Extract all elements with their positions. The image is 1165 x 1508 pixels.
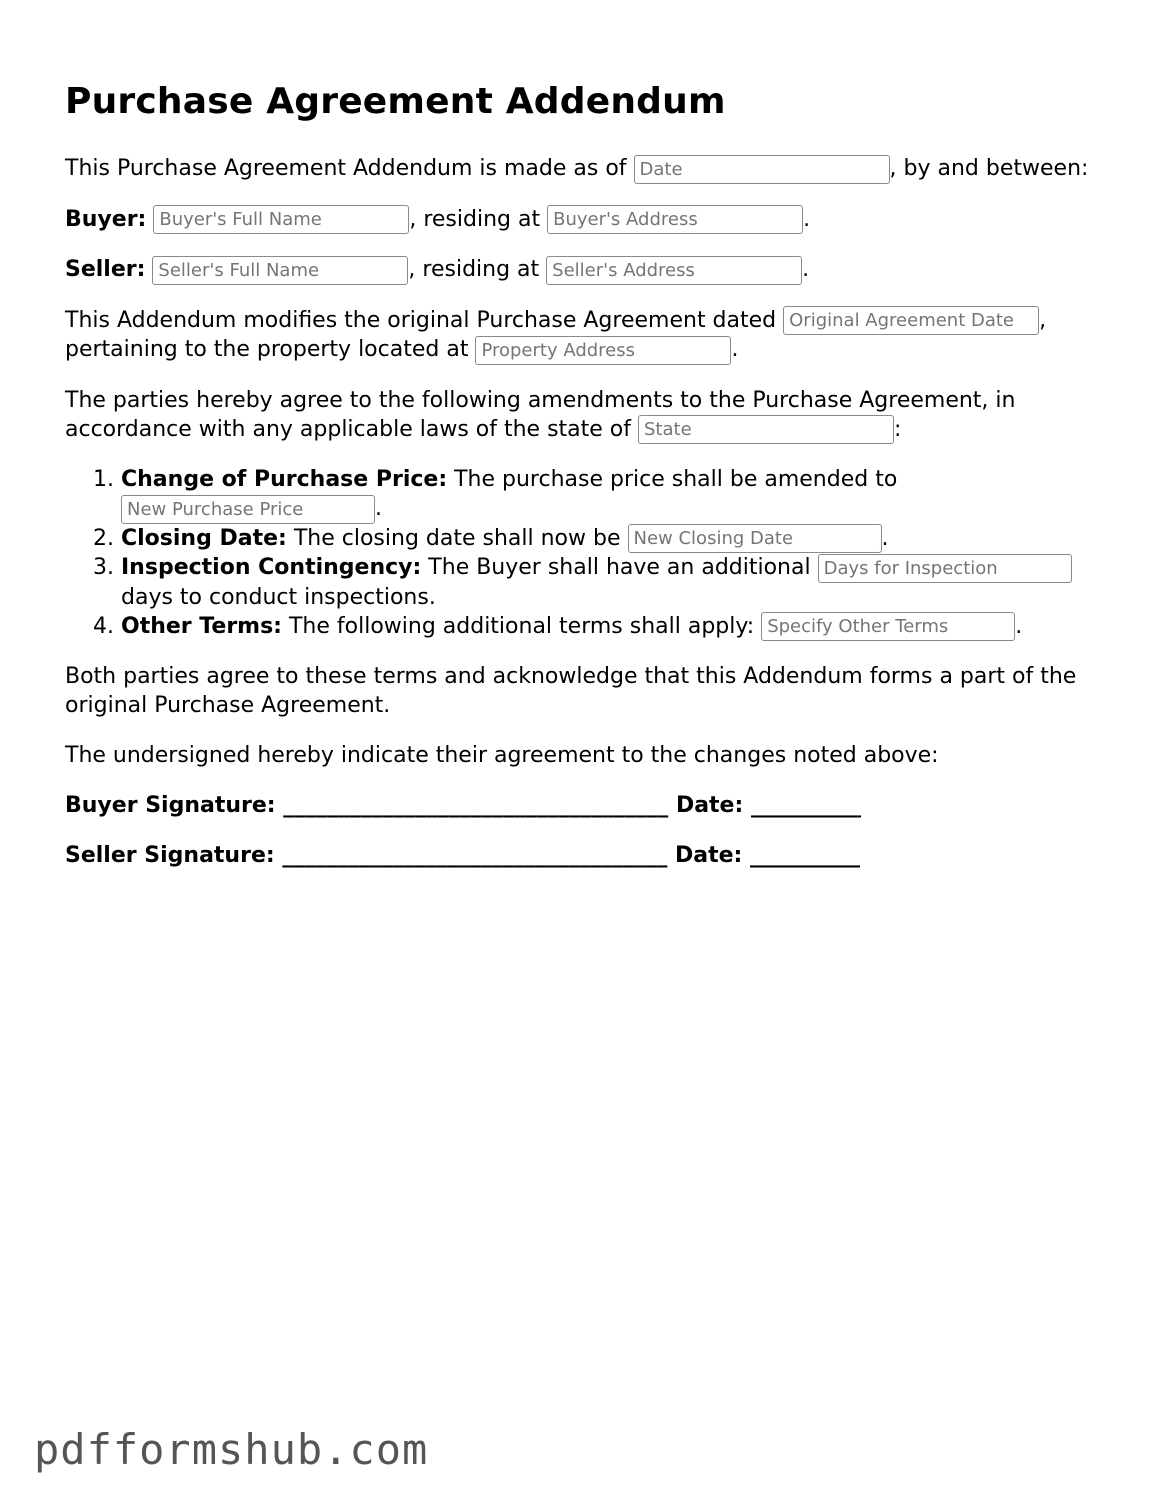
amendments-intro: The parties hereby agree to the following amendments to the Purchase Agreement, in accordance with any applicable laws of the state of State : — [65, 386, 1105, 445]
seller-line: Seller: Seller's Full Name , residing at Seller's Address . — [65, 255, 1105, 285]
buyer-signature-blank[interactable]: ___________________________________ — [283, 793, 669, 818]
seller-name-input[interactable] — [152, 256, 408, 285]
amendments-list — [65, 465, 1105, 641]
days-for-inspection-input[interactable] — [818, 554, 1072, 583]
state-input[interactable] — [638, 415, 894, 444]
page-title: Purchase Agreement Addendum — [65, 81, 726, 122]
other-terms-input[interactable] — [761, 612, 1015, 641]
buyer-label: Buyer: — [65, 206, 147, 232]
list-item: 4. Other Terms: The following additional terms shall apply: Specify Other Terms . — [121, 612, 1105, 642]
buyer-address-input[interactable] — [547, 205, 803, 234]
undersigned-paragraph: The undersigned hereby indicate their agreement to the changes noted above: — [65, 743, 939, 768]
seller-label: Seller: — [65, 257, 146, 282]
seller-date-blank[interactable]: __________ — [750, 843, 861, 868]
seller-signature-blank[interactable]: ___________________________________ — [282, 843, 668, 868]
watermark: pdfformshub.com — [34, 1425, 429, 1474]
buyer-name-input[interactable] — [153, 205, 409, 234]
document-page — [65, 78, 1105, 891]
buyer-signature-line: Buyer Signature: ___________________________________ Date: __________ — [65, 793, 861, 818]
list-item: 3. Inspection Contingency: The Buyer shall have an additional Days for Inspection days to conduct inspections. — [121, 553, 1105, 612]
modifies-paragraph: This Addendum modifies the original Purchase Agreement dated Original Agreement Date , pertaining to the property located at Property Address . — [65, 306, 1105, 365]
new-closing-date-input[interactable] — [628, 524, 882, 553]
original-agreement-date-input[interactable] — [783, 306, 1039, 335]
seller-address-input[interactable] — [546, 256, 802, 285]
buyer-date-blank[interactable]: __________ — [750, 793, 861, 818]
new-purchase-price-input[interactable] — [121, 495, 375, 524]
property-address-input[interactable] — [475, 336, 731, 365]
acknowledge-paragraph: Both parties agree to these terms and acknowledge that this Addendum forms a part of the original Purchase Agreement. — [65, 664, 1077, 718]
list-item: 2. Closing Date: The closing date shall now be New Closing Date . — [121, 524, 1105, 554]
buyer-line: Buyer: Buyer's Full Name , residing at Buyer's Address . — [65, 205, 1105, 235]
seller-signature-line: Seller Signature: ___________________________________ Date: __________ — [65, 843, 861, 868]
list-item: 1. Change of Purchase Price: The purchase price shall be amended to New Purchase Price. — [121, 465, 1105, 524]
intro-paragraph: This Purchase Agreement Addendum is made as of Date , by and between: — [65, 154, 1105, 184]
date-input[interactable] — [634, 155, 890, 184]
